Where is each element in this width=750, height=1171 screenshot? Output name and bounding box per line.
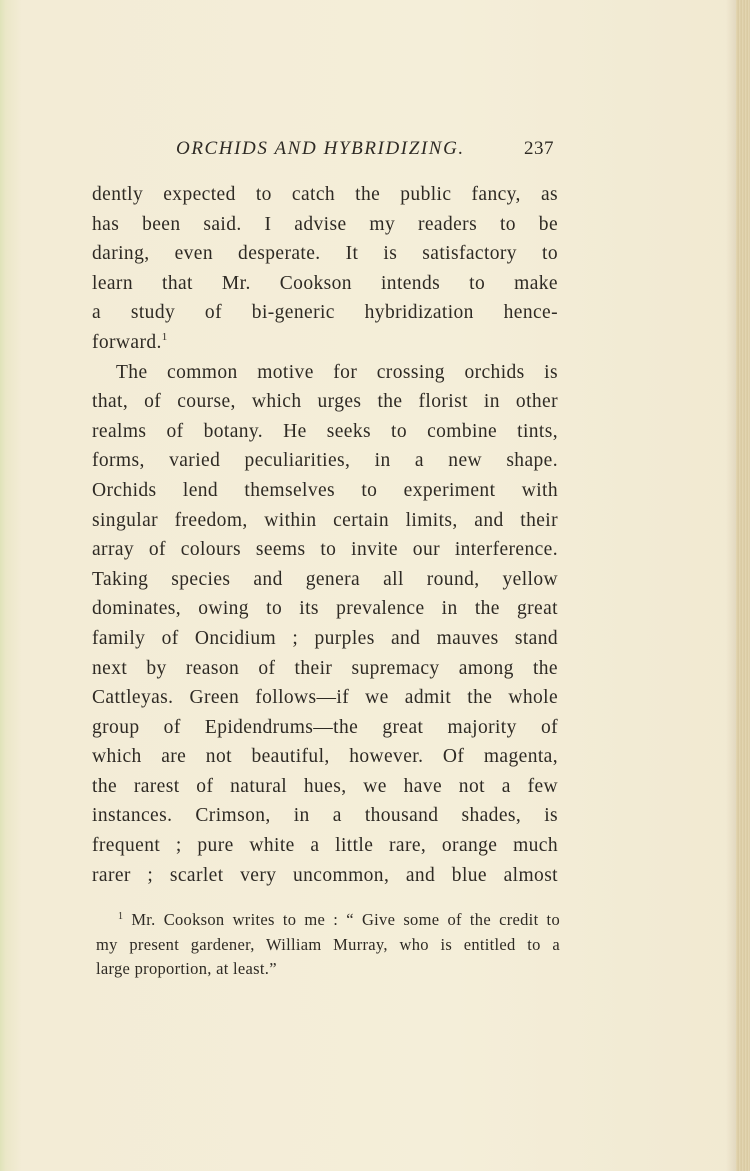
text-line: group of Epidendrums—the great majority of [92,716,558,738]
page-edges [736,0,750,1171]
text-line: dently expected to catch the public fancy, as [92,184,558,205]
text-line: which are not beautiful, however. Of magenta, [92,746,558,768]
text-line-content: forward. [92,331,162,353]
text-line-paragraph-start: The common motive for crossing orchids is [116,361,558,383]
footnote-line: my present gardener, William Murray, who is entitled to a [96,934,560,954]
text-line: Cattleyas. Green follows—if we admit the whole [92,687,558,709]
footnote-line-content: Mr. Cookson writes to me : “ Give some of the credit to [131,910,560,929]
text-line: Orchids lend themselves to experiment with [92,479,558,501]
footnote [96,908,560,982]
text-line: dominates, owing to its prevalence in the great [92,598,558,620]
text-line: a study of bi-generic hybridization hence- [92,302,558,324]
text-line: has been said. I advise my readers to be [92,213,558,235]
footnote-line [96,908,560,933]
text-line: instances. Crimson, in a thousand shades, is [92,805,558,827]
footnote-line: large proportion, at least.” [96,959,277,978]
text-line: that, of course, which urges the florist in other [92,391,558,413]
text-line: singular freedom, within certain limits, and their [92,509,558,531]
text-line: Taking species and genera all round, yellow [92,568,558,590]
text-line: array of colours seems to invite our interference. [92,539,558,561]
text-line: family of Oncidium ; purples and mauves stand [92,627,558,649]
text-line: forms, varied peculiarities, in a new shape. [92,450,558,472]
text-line: frequent ; pure white a little rare, orange much [92,835,558,857]
page-edge-shadow [726,0,736,1171]
text-line: the rarest of natural hues, we have not a few [92,775,558,797]
text-line: realms of botany. He seeks to combine tints, [92,420,558,442]
text-line: daring, even desperate. It is satisfactory to [92,243,558,265]
text-line: rarer ; scarlet very uncommon, and blue almost [92,864,558,886]
text-line-paragraph-end [92,328,558,358]
footnote-reference: 1 [161,330,168,343]
body-text [92,180,558,890]
page-number: 237 [524,138,554,159]
footnote-mark: 1 [118,911,124,922]
text-line: learn that Mr. Cookson intends to make [92,272,558,294]
running-head: ORCHIDS AND HYBRIDIZING. [176,138,465,159]
text-line: next by reason of their supremacy among the [92,657,558,679]
page-header [92,138,558,168]
